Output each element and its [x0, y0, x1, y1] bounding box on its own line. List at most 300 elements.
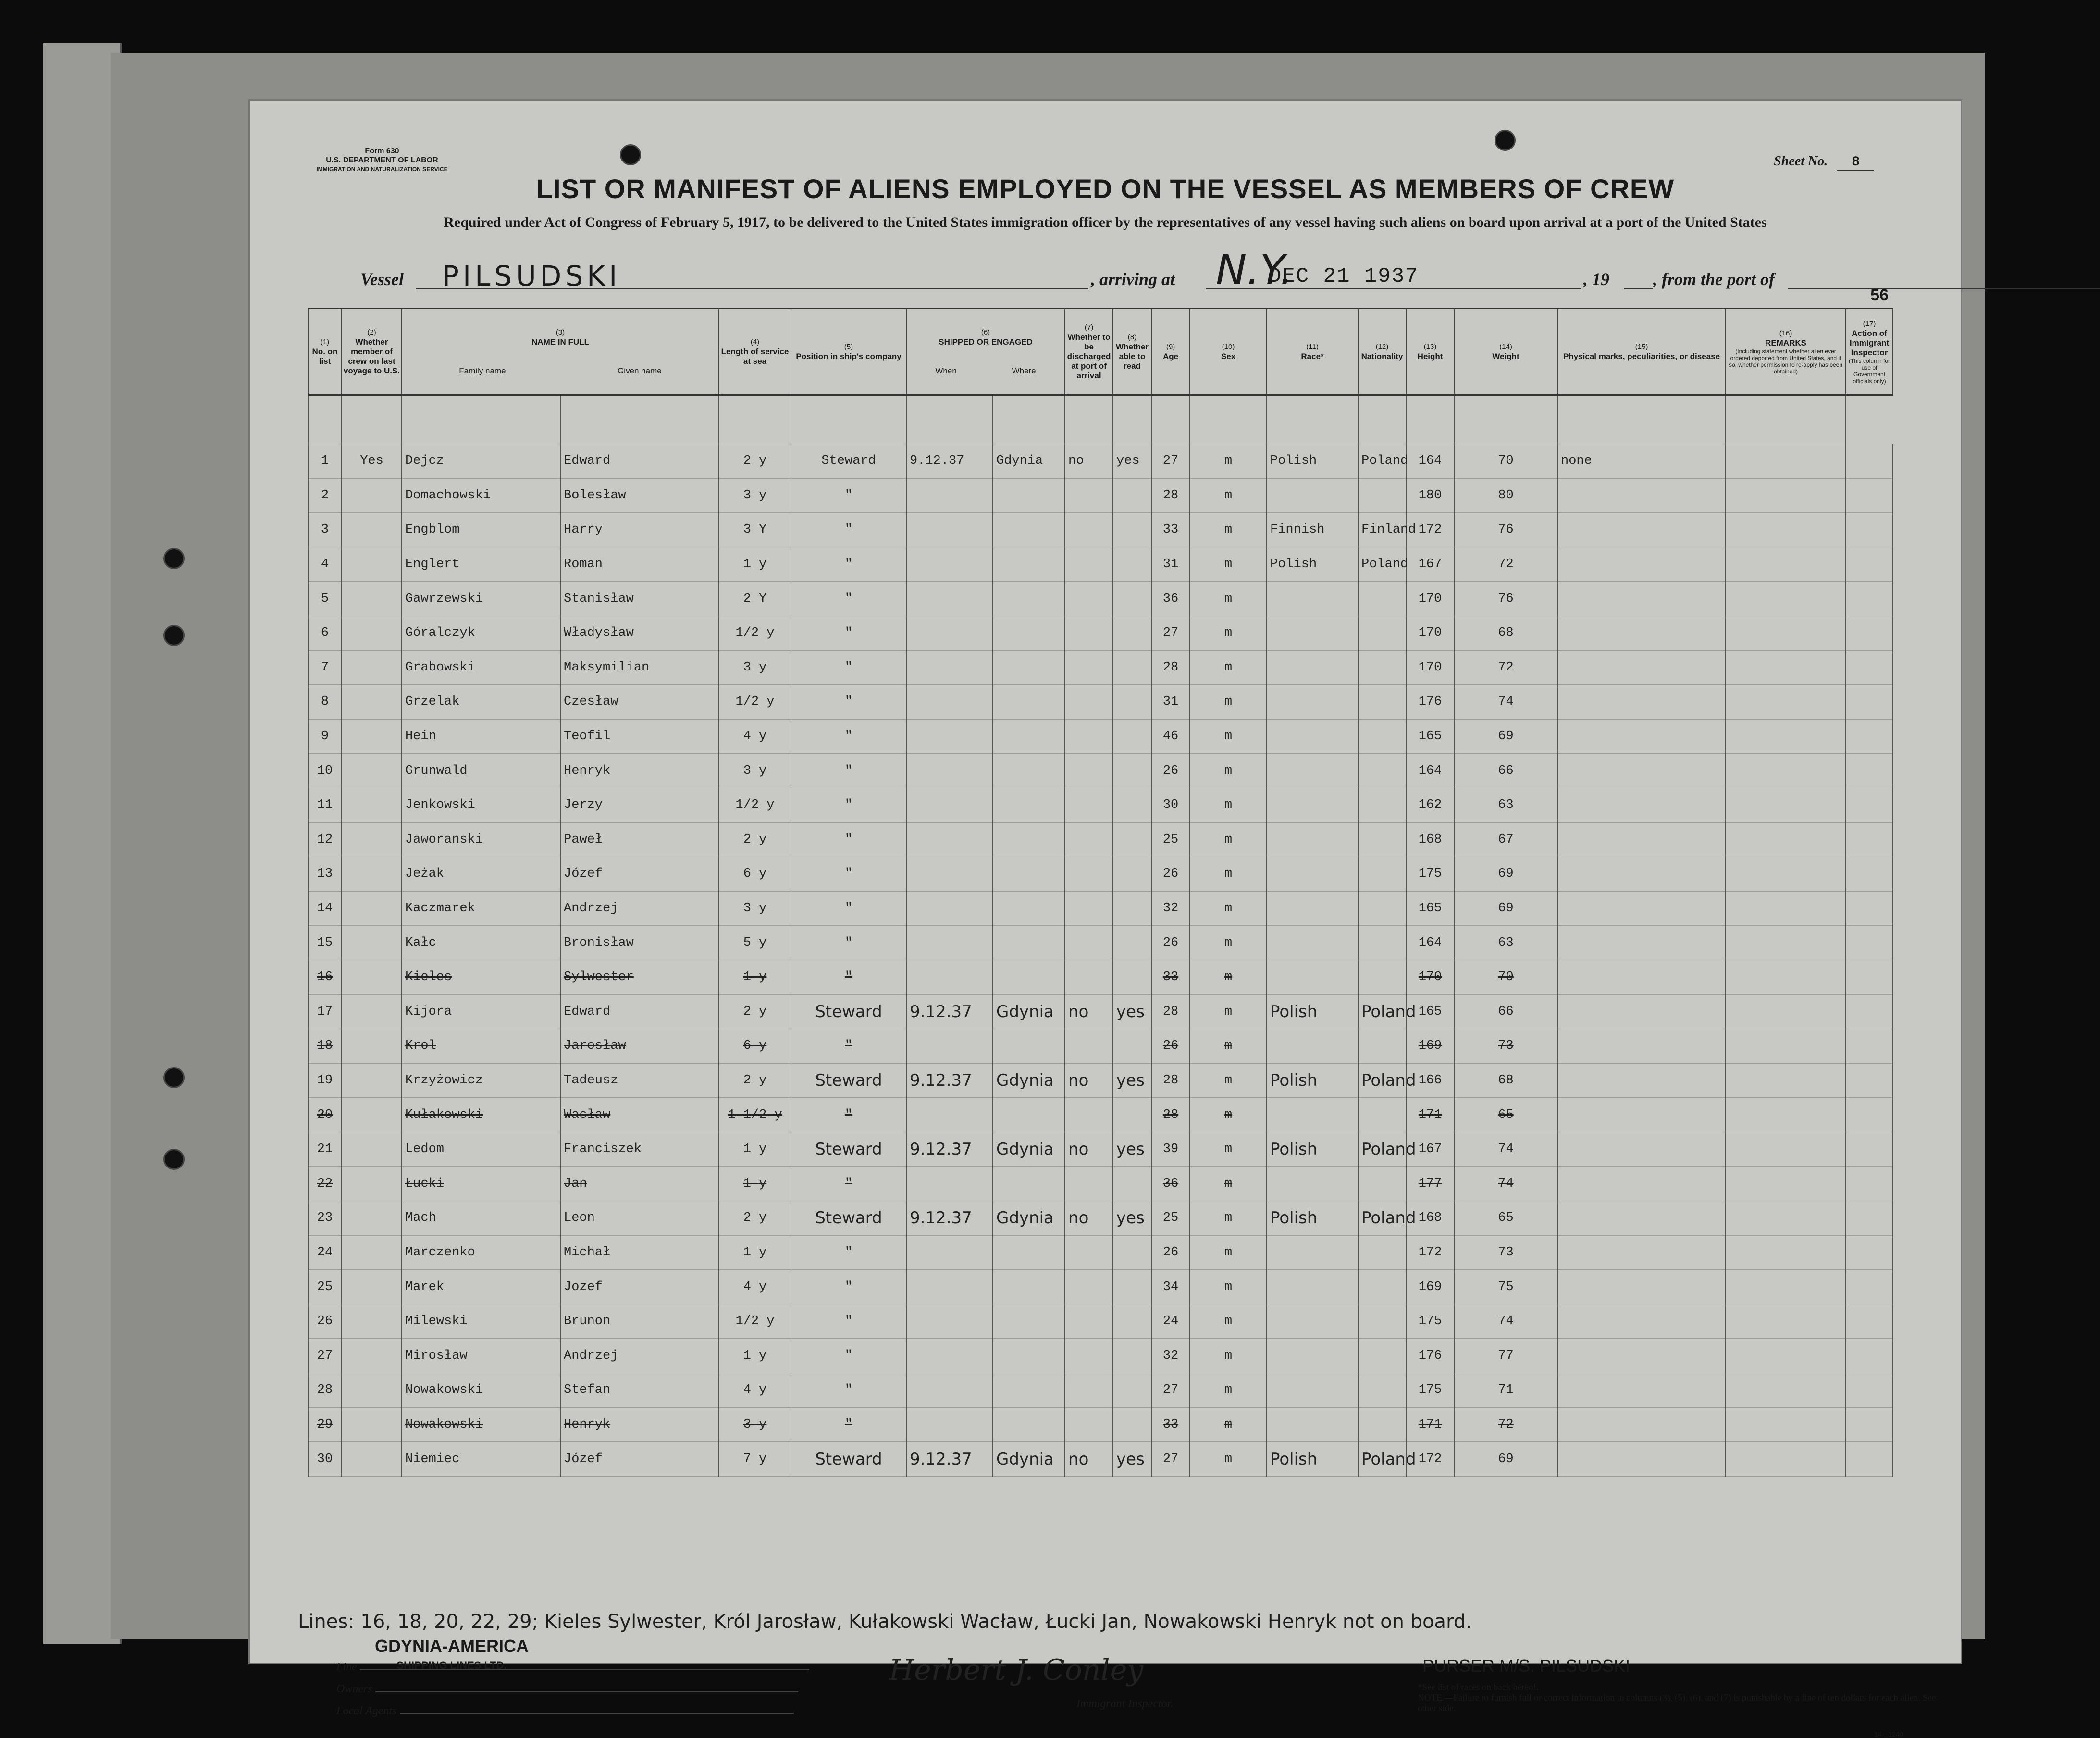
cell-inspector-action	[1846, 1029, 1893, 1064]
cell-prev-voyage	[342, 1235, 402, 1270]
cell-prev-voyage	[342, 478, 402, 513]
cell-remarks	[1726, 1339, 1846, 1373]
cell-height: 170	[1406, 960, 1454, 994]
vessel-name: PILSUDSKI	[442, 260, 621, 292]
cell-prev-voyage	[342, 1098, 402, 1132]
cell-race	[1267, 891, 1358, 926]
cell-age: 27	[1151, 616, 1190, 650]
cell-inspector-action	[1846, 857, 1893, 892]
cell-weight: 69	[1454, 857, 1557, 892]
cell-remarks	[1726, 1098, 1846, 1132]
cell-height: 169	[1406, 1270, 1454, 1304]
table-row	[308, 1029, 1893, 1064]
purser-stamp: PURSER M/S. PILSUDSKI	[1422, 1656, 1631, 1676]
cell-age: 30	[1151, 788, 1190, 822]
cell-nationality	[1358, 685, 1406, 720]
cell-sex: m	[1190, 1442, 1267, 1477]
punch-hole	[1495, 130, 1516, 151]
cell-row-number: 2	[308, 478, 342, 513]
cell-able-to-read: yes	[1113, 994, 1151, 1029]
cell-family-name: Milewski	[402, 1304, 560, 1339]
cell-weight: 74	[1454, 1304, 1557, 1339]
cell-remarks	[1726, 926, 1846, 960]
cell-race: Polish	[1267, 444, 1358, 479]
cell-weight: 66	[1454, 754, 1557, 788]
cell-row-number: 4	[308, 547, 342, 582]
cell-able-to-read	[1113, 926, 1151, 960]
col-no-header: (1) No. on list	[308, 309, 342, 395]
cell-discharged	[1065, 513, 1113, 547]
cell-shipped-where	[993, 1235, 1065, 1270]
cell-remarks	[1726, 1270, 1846, 1304]
table-row	[308, 1201, 1893, 1236]
cell-sex: m	[1190, 754, 1267, 788]
cell-inspector-action	[1846, 1373, 1893, 1408]
cell-service-length: 3 Y	[719, 513, 791, 547]
cell-inspector-action	[1846, 926, 1893, 960]
cell-race	[1267, 478, 1358, 513]
cell-height: 167	[1406, 547, 1454, 582]
cell-weight: 68	[1454, 616, 1557, 650]
cell-discharged	[1065, 1029, 1113, 1064]
cell-able-to-read	[1113, 857, 1151, 892]
cell-height: 170	[1406, 616, 1454, 650]
cell-remarks	[1726, 788, 1846, 822]
cell-shipped-when	[906, 1167, 993, 1201]
cell-age: 24	[1151, 1304, 1190, 1339]
cell-able-to-read	[1113, 582, 1151, 616]
cell-shipped-where	[993, 1029, 1065, 1064]
cell-position: "	[791, 582, 906, 616]
cell-physical-marks	[1557, 616, 1726, 650]
cell-race	[1267, 650, 1358, 685]
cell-shipped-when: 9.12.37	[906, 1132, 993, 1167]
cell-inspector-action	[1846, 994, 1893, 1029]
cell-race	[1267, 1098, 1358, 1132]
table-row	[308, 444, 1893, 479]
cell-inspector-action	[1846, 891, 1893, 926]
cell-height: 169	[1406, 1029, 1454, 1064]
cell-age: 39	[1151, 1132, 1190, 1167]
cell-given-name: Józef	[560, 1442, 719, 1477]
cell-inspector-action	[1846, 1304, 1893, 1339]
col-read-header: (8) Whether able to read	[1113, 309, 1151, 395]
cell-able-to-read	[1113, 650, 1151, 685]
cell-nationality: Poland	[1358, 1063, 1406, 1098]
cell-height: 176	[1406, 685, 1454, 720]
cell-nationality	[1358, 754, 1406, 788]
cell-row-number: 24	[308, 1235, 342, 1270]
cell-service-length: 3 y	[719, 1407, 791, 1442]
cell-able-to-read	[1113, 719, 1151, 754]
cell-remarks	[1726, 994, 1846, 1029]
cell-physical-marks	[1557, 1063, 1726, 1098]
cell-shipped-when	[906, 1098, 993, 1132]
cell-shipped-where	[993, 719, 1065, 754]
line-label: Line	[336, 1661, 357, 1673]
cell-shipped-when	[906, 754, 993, 788]
cell-given-name: Henryk	[560, 1407, 719, 1442]
cell-discharged	[1065, 891, 1113, 926]
cell-shipped-when: 9.12.37	[906, 1063, 993, 1098]
cell-nationality: Poland	[1358, 444, 1406, 479]
cell-nationality: Poland	[1358, 1132, 1406, 1167]
cell-inspector-action	[1846, 513, 1893, 547]
cell-prev-voyage	[342, 1339, 402, 1373]
cell-sex: m	[1190, 650, 1267, 685]
col-action-header: (17) Action of Immigrant Inspector (This column for use of Government officials only)	[1846, 309, 1893, 395]
cell-given-name: Stanisław	[560, 582, 719, 616]
cell-race	[1267, 788, 1358, 822]
cell-physical-marks	[1557, 1029, 1726, 1064]
cell-discharged	[1065, 754, 1113, 788]
cell-height: 175	[1406, 1373, 1454, 1408]
cell-position: "	[791, 1167, 906, 1201]
table-row	[308, 1373, 1893, 1408]
cell-family-name: Kieles	[402, 960, 560, 994]
cell-shipped-where	[993, 857, 1065, 892]
cell-race	[1267, 1373, 1358, 1408]
cell-shipped-when	[906, 1270, 993, 1304]
cell-age: 34	[1151, 1270, 1190, 1304]
cell-physical-marks	[1557, 1132, 1726, 1167]
cell-shipped-when	[906, 891, 993, 926]
cell-sex: m	[1190, 1235, 1267, 1270]
table-row	[308, 857, 1893, 892]
cell-service-length: 2 y	[719, 994, 791, 1029]
cell-nationality	[1358, 582, 1406, 616]
cell-service-length: 3 y	[719, 478, 791, 513]
cell-row-number: 30	[308, 1442, 342, 1477]
cell-prev-voyage	[342, 1304, 402, 1339]
cell-position: "	[791, 513, 906, 547]
cell-prev-voyage	[342, 582, 402, 616]
cell-nationality: Poland	[1358, 1201, 1406, 1236]
cell-service-length: 2 Y	[719, 582, 791, 616]
cell-family-name: Ledom	[402, 1132, 560, 1167]
cell-height: 165	[1406, 994, 1454, 1029]
table-row	[308, 1235, 1893, 1270]
cell-age: 26	[1151, 754, 1190, 788]
line-owner-agent-fields	[336, 1656, 809, 1722]
cell-position: "	[791, 1029, 906, 1064]
cell-sex: m	[1190, 960, 1267, 994]
cell-weight: 72	[1454, 547, 1557, 582]
cell-able-to-read	[1113, 685, 1151, 720]
cell-remarks	[1726, 857, 1846, 892]
cell-service-length: 3 y	[719, 891, 791, 926]
cell-given-name: Stefan	[560, 1373, 719, 1408]
cell-race: Polish	[1267, 1442, 1358, 1477]
cell-physical-marks	[1557, 960, 1726, 994]
table-row	[308, 994, 1893, 1029]
cell-row-number: 16	[308, 960, 342, 994]
cell-family-name: Jaworanski	[402, 822, 560, 857]
cell-remarks	[1726, 444, 1846, 479]
inspector-label: Immigrant Inspector.	[1076, 1698, 1174, 1710]
table-row	[308, 513, 1893, 547]
cell-shipped-when	[906, 513, 993, 547]
cell-prev-voyage	[342, 822, 402, 857]
cell-row-number: 28	[308, 1373, 342, 1408]
when-subheader: When	[935, 366, 957, 375]
cell-age: 28	[1151, 1098, 1190, 1132]
races-note: *See list of races on back hereof.	[1418, 1682, 1539, 1692]
cell-family-name: Jeżak	[402, 857, 560, 892]
cell-inspector-action	[1846, 685, 1893, 720]
cell-shipped-where: Gdynia	[993, 1063, 1065, 1098]
cell-shipped-when	[906, 788, 993, 822]
cell-discharged	[1065, 926, 1113, 960]
cell-position: "	[791, 822, 906, 857]
cell-nationality	[1358, 1339, 1406, 1373]
cell-shipped-when: 9.12.37	[906, 1442, 993, 1477]
cell-discharged	[1065, 1407, 1113, 1442]
cell-shipped-when	[906, 719, 993, 754]
cell-given-name: Teofil	[560, 719, 719, 754]
cell-age: 26	[1151, 926, 1190, 960]
cell-discharged: no	[1065, 1063, 1113, 1098]
cell-nationality	[1358, 478, 1406, 513]
cell-prev-voyage	[342, 547, 402, 582]
cell-age: 46	[1151, 719, 1190, 754]
cell-shipped-when	[906, 582, 993, 616]
cell-sex: m	[1190, 719, 1267, 754]
cell-height: 171	[1406, 1098, 1454, 1132]
cell-sex: m	[1190, 547, 1267, 582]
cell-shipped-where	[993, 513, 1065, 547]
cell-shipped-where	[993, 478, 1065, 513]
cell-height: 180	[1406, 478, 1454, 513]
punch-hole	[163, 1067, 185, 1088]
cell-sex: m	[1190, 1201, 1267, 1236]
cell-family-name: Krol	[402, 1029, 560, 1064]
cell-remarks	[1726, 1304, 1846, 1339]
document-title: LIST OR MANIFEST OF ALIENS EMPLOYED ON THE VESSEL AS MEMBERS OF CREW	[536, 174, 1675, 204]
cell-height: 176	[1406, 1339, 1454, 1373]
cell-service-length: 3 y	[719, 650, 791, 685]
cell-family-name: Gawrzewski	[402, 582, 560, 616]
cell-family-name: Kałc	[402, 926, 560, 960]
cell-sex: m	[1190, 1167, 1267, 1201]
cell-weight: 77	[1454, 1339, 1557, 1373]
cell-height: 164	[1406, 926, 1454, 960]
cell-able-to-read	[1113, 1167, 1151, 1201]
cell-inspector-action	[1846, 1167, 1893, 1201]
cell-physical-marks	[1557, 582, 1726, 616]
cell-physical-marks	[1557, 1270, 1726, 1304]
cell-given-name: Andrzej	[560, 1339, 719, 1373]
company-stamp-sub: SHIPPING LINES LTD.	[396, 1659, 507, 1671]
service-name: IMMIGRATION AND NATURALIZATION SERVICE	[316, 166, 448, 173]
cell-shipped-where	[993, 926, 1065, 960]
cell-shipped-where: Gdynia	[993, 1132, 1065, 1167]
cell-shipped-where	[993, 1339, 1065, 1373]
cell-race: Finnish	[1267, 513, 1358, 547]
cell-physical-marks	[1557, 1339, 1726, 1373]
cell-service-length: 6 y	[719, 1029, 791, 1064]
cell-sex: m	[1190, 513, 1267, 547]
form-code: 14—1240	[1874, 1730, 1903, 1738]
cell-shipped-when	[906, 478, 993, 513]
cell-shipped-where: Gdynia	[993, 444, 1065, 479]
cell-remarks	[1726, 650, 1846, 685]
cell-inspector-action	[1846, 444, 1893, 479]
cell-sex: m	[1190, 478, 1267, 513]
cell-physical-marks	[1557, 1098, 1726, 1132]
col-discharged-header: (7) Whether to be discharged at port of arrival	[1065, 309, 1113, 395]
cell-prev-voyage	[342, 650, 402, 685]
cell-physical-marks	[1557, 1201, 1726, 1236]
cell-row-number: 22	[308, 1167, 342, 1201]
cell-nationality	[1358, 822, 1406, 857]
cell-family-name: Niemiec	[402, 1442, 560, 1477]
table-row	[308, 1407, 1893, 1442]
cell-remarks	[1726, 1235, 1846, 1270]
cell-shipped-where	[993, 822, 1065, 857]
cell-position: Steward	[791, 1442, 906, 1477]
cell-inspector-action	[1846, 1339, 1893, 1373]
col-remarks-header: (16) REMARKS (Including statement whether alien ever ordered deported from United States, and if so, whether permission to re-apply has been obtained)	[1726, 309, 1846, 395]
cell-shipped-when	[906, 960, 993, 994]
table-row	[308, 1442, 1893, 1477]
cell-age: 28	[1151, 1063, 1190, 1098]
cell-inspector-action	[1846, 822, 1893, 857]
cell-physical-marks	[1557, 1167, 1726, 1201]
cell-age: 33	[1151, 1407, 1190, 1442]
col-race-header: (11) Race*	[1267, 309, 1358, 395]
cell-given-name: Michał	[560, 1235, 719, 1270]
cell-height: 162	[1406, 788, 1454, 822]
table-row	[308, 719, 1893, 754]
cell-able-to-read	[1113, 1304, 1151, 1339]
cell-shipped-where	[993, 1373, 1065, 1408]
cell-inspector-action	[1846, 650, 1893, 685]
crew-table	[308, 308, 1893, 1477]
cell-family-name: Nowakowski	[402, 1407, 560, 1442]
cell-physical-marks	[1557, 994, 1726, 1029]
year-label: , 19	[1583, 270, 1609, 289]
cell-row-number: 1	[308, 444, 342, 479]
cell-nationality	[1358, 788, 1406, 822]
cell-weight: 70	[1454, 444, 1557, 479]
left-paper-strip	[43, 43, 122, 1644]
cell-nationality	[1358, 1098, 1406, 1132]
cell-family-name: Grzelak	[402, 685, 560, 720]
cell-family-name: Domachowski	[402, 478, 560, 513]
table-row	[308, 1063, 1893, 1098]
cell-row-number: 8	[308, 685, 342, 720]
cell-discharged	[1065, 1167, 1113, 1201]
cell-prev-voyage	[342, 719, 402, 754]
cell-discharged	[1065, 960, 1113, 994]
table-row	[308, 1339, 1893, 1373]
cell-discharged	[1065, 650, 1113, 685]
cell-prev-voyage	[342, 891, 402, 926]
table-row	[308, 822, 1893, 857]
cell-nationality	[1358, 1373, 1406, 1408]
cell-able-to-read	[1113, 1407, 1151, 1442]
cell-shipped-when	[906, 1373, 993, 1408]
cell-prev-voyage	[342, 1201, 402, 1236]
cell-able-to-read: yes	[1113, 444, 1151, 479]
table-row	[308, 1167, 1893, 1201]
cell-weight: 66	[1454, 994, 1557, 1029]
cell-able-to-read	[1113, 1270, 1151, 1304]
cell-prev-voyage	[342, 1373, 402, 1408]
cell-row-number: 23	[308, 1201, 342, 1236]
cell-race	[1267, 1407, 1358, 1442]
table-row	[308, 616, 1893, 650]
cell-shipped-where	[993, 891, 1065, 926]
cell-inspector-action	[1846, 1098, 1893, 1132]
cell-race	[1267, 857, 1358, 892]
cell-nationality	[1358, 1304, 1406, 1339]
cell-shipped-where	[993, 650, 1065, 685]
cell-nationality	[1358, 1235, 1406, 1270]
cell-nationality	[1358, 1270, 1406, 1304]
cell-family-name: Hein	[402, 719, 560, 754]
cell-nationality: Poland	[1358, 1442, 1406, 1477]
cell-weight: 73	[1454, 1029, 1557, 1064]
cell-race: Polish	[1267, 1132, 1358, 1167]
cell-weight: 70	[1454, 960, 1557, 994]
cell-shipped-where: Gdynia	[993, 994, 1065, 1029]
cell-row-number: 20	[308, 1098, 342, 1132]
arriving-label: , arriving at	[1091, 270, 1175, 289]
cell-shipped-where	[993, 582, 1065, 616]
cell-family-name: Englert	[402, 547, 560, 582]
cell-given-name: Brunon	[560, 1304, 719, 1339]
cell-service-length: 3 y	[719, 754, 791, 788]
cell-sex: m	[1190, 1132, 1267, 1167]
cell-sex: m	[1190, 1304, 1267, 1339]
cell-given-name: Jan	[560, 1167, 719, 1201]
cell-physical-marks	[1557, 1373, 1726, 1408]
cell-able-to-read: yes	[1113, 1442, 1151, 1477]
cell-inspector-action	[1846, 616, 1893, 650]
cell-race	[1267, 822, 1358, 857]
cell-physical-marks	[1557, 1235, 1726, 1270]
cell-height: 175	[1406, 857, 1454, 892]
vessel-label: Vessel	[360, 270, 404, 289]
cell-sex: m	[1190, 926, 1267, 960]
cell-position: "	[791, 1407, 906, 1442]
cell-physical-marks	[1557, 719, 1726, 754]
cell-age: 27	[1151, 1373, 1190, 1408]
cell-race	[1267, 616, 1358, 650]
cell-row-number: 27	[308, 1339, 342, 1373]
cell-race	[1267, 926, 1358, 960]
cell-given-name: Józef	[560, 857, 719, 892]
cell-height: 177	[1406, 1167, 1454, 1201]
cell-sex: m	[1190, 1270, 1267, 1304]
cell-family-name: Marek	[402, 1270, 560, 1304]
cell-service-length: 1 y	[719, 1235, 791, 1270]
cell-remarks	[1726, 1373, 1846, 1408]
cell-height: 168	[1406, 822, 1454, 857]
cell-sex: m	[1190, 1029, 1267, 1064]
cell-row-number: 19	[308, 1063, 342, 1098]
cell-age: 26	[1151, 1235, 1190, 1270]
cell-remarks	[1726, 754, 1846, 788]
cell-prev-voyage	[342, 513, 402, 547]
cell-remarks	[1726, 1442, 1846, 1477]
punch-hole	[620, 144, 641, 165]
cell-service-length: 1 y	[719, 960, 791, 994]
cell-row-number: 17	[308, 994, 342, 1029]
col-shipped-header: (6) SHIPPED OR ENGAGED When Where	[906, 309, 1065, 395]
